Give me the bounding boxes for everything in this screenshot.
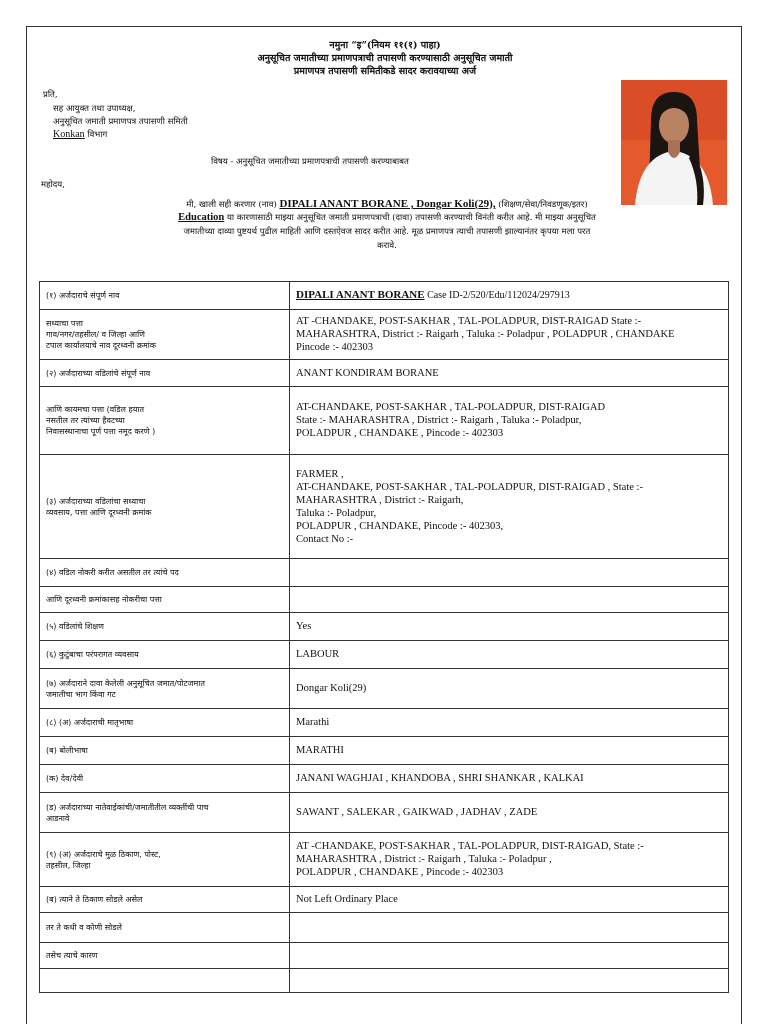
request-paragraph-line-4: करावे. bbox=[377, 241, 397, 251]
row-label: (७) अर्जदाराने दावा केलेली अनुसूचित जमात/पोटजमात जमातीचा भाग किंवा गट bbox=[40, 669, 290, 709]
applicant-name-caste: DIPALI ANANT BORANE , Dongar Koli(29), bbox=[279, 198, 496, 210]
row-label: (३) अर्जदाराच्या वडिलांचा सध्याचा व्यवसाय, पत्ता आणि दूरध्वनी क्रमांक bbox=[40, 455, 290, 559]
row-label: तर ते कधी व कोणी सोडले bbox=[40, 913, 290, 943]
row-label: आणि दूरध्वनी क्रमांकासह नोकरीचा पत्ता bbox=[40, 587, 290, 613]
row-label: (९) (अ) अर्जदाराचे मुळ ठिकाण, पोस्ट, तहसील, जिल्हा bbox=[40, 833, 290, 887]
row-value bbox=[290, 587, 729, 613]
case-id: Case ID-2/520/Edu/112024/297913 bbox=[424, 290, 570, 301]
address-vibhag: विभाग bbox=[87, 130, 108, 140]
row-label: तसेच त्याचे कारण bbox=[40, 943, 290, 969]
row-label: (५) वडिलांचे शिक्षण bbox=[40, 613, 290, 641]
request-paragraph-line-1 bbox=[137, 198, 637, 211]
table-row bbox=[40, 943, 729, 969]
row-label: (क) देव/देवी bbox=[40, 765, 290, 793]
subject-line: विषय - अनुसूचित जमातीच्या प्रमाणपत्राची तपासणी करण्याबाबत bbox=[211, 157, 409, 167]
address-region-line bbox=[53, 129, 107, 141]
table-row bbox=[40, 913, 729, 943]
applicant-photo bbox=[621, 80, 727, 205]
row-value: JANANI WAGHJAI , KHANDOBA , SHRI SHANKAR , KALKAI bbox=[290, 765, 729, 793]
application-form-page bbox=[26, 26, 742, 1024]
request-paragraph-line-2 bbox=[87, 212, 687, 224]
row-label: (६) कुटुंबाचा परंपरागत व्यवसाय bbox=[40, 641, 290, 669]
row-value: MARATHI bbox=[290, 737, 729, 765]
table-row bbox=[40, 833, 729, 887]
table-row bbox=[40, 559, 729, 587]
row-value: Not Left Ordinary Place bbox=[290, 887, 729, 913]
table-row bbox=[40, 310, 729, 360]
table-row bbox=[40, 282, 729, 310]
row-value bbox=[290, 943, 729, 969]
row-value: LABOUR bbox=[290, 641, 729, 669]
purpose-education: Education bbox=[178, 212, 225, 223]
form-title-line-2: अनुसूचित जमातीच्या प्रमाणपत्राची तपासणी करण्यासाठी अनुसूचित जमाती bbox=[257, 53, 513, 64]
row-value: ANANT KONDIRAM BORANE bbox=[290, 360, 729, 387]
table-row bbox=[40, 587, 729, 613]
table-row bbox=[40, 360, 729, 387]
row-label: (४) वडिल नोकरी करीत असतील तर त्यांचे पद bbox=[40, 559, 290, 587]
row-label: (ड) अर्जदाराच्या नातेवाईकांची/जमातीतील व्यक्तींची पाच आडनावे bbox=[40, 793, 290, 833]
row-value: Dongar Koli(29) bbox=[290, 669, 729, 709]
table-row bbox=[40, 887, 729, 913]
row-value: AT -CHANDAKE, POST-SAKHAR , TAL-POLADPUR, DIST-RAIGAD State :- MAHARASHTRA, District :- Raigarh , Taluka :- Poladpur , POLADPUR , CHANDAKE Pincode :- 402303 bbox=[290, 310, 729, 360]
salutation: महोदय, bbox=[41, 180, 65, 190]
table-row bbox=[40, 641, 729, 669]
body-suffix: (शिक्षण/सेवा/निवडणूक/इतर) bbox=[498, 200, 588, 210]
row-value: Marathi bbox=[290, 709, 729, 737]
row-label: (ब) त्याने ते ठिकाण सोडले असेल bbox=[40, 887, 290, 913]
body-text-1: या कारणासाठी माझ्या अनुसूचित जमाती प्रमाणपत्राची (दावा) तपासणी करण्याची विनंती करीत आहे. मी माझ्या अनुसूचित bbox=[226, 213, 596, 223]
row-value: AT-CHANDAKE, POST-SAKHAR , TAL-POLADPUR, DIST-RAIGAD State :- MAHARASHTRA , District :- Raigarh , Taluka :- Poladpur, POLADPUR , CHANDAKE , Pincode :- 402303 bbox=[290, 387, 729, 455]
request-paragraph-line-3: जमातीच्या दाव्या पुष्टयर्थ पुढील माहिती आणि दस्तऐवज सादर करीत आहे. मूळ प्रमाणपत्र त्याची तपासणी झाल्यानंतर कृपया मला परत bbox=[183, 227, 591, 237]
table-row bbox=[40, 455, 729, 559]
form-title-line-3: प्रमाणपत्र तपासणी समितीकडे सादर करावयाच्या अर्ज bbox=[293, 66, 477, 77]
row-label bbox=[40, 969, 290, 993]
row-value bbox=[290, 969, 729, 993]
row-value: FARMER , AT-CHANDAKE, POST-SAKHAR , TAL-POLADPUR, DIST-RAIGAD , State :- MAHARASHTRA , District :- Raigarh, Taluka :- Poladpur, POLADPUR , CHANDAKE, Pincode :- 402303, Contact No :- bbox=[290, 455, 729, 559]
table-row bbox=[40, 793, 729, 833]
row-value bbox=[290, 282, 729, 310]
table-row bbox=[40, 613, 729, 641]
row-value: AT -CHANDAKE, POST-SAKHAR , TAL-POLADPUR, DIST-RAIGAD, State :- MAHARASHTRA , District :- Raigarh , Taluka :- Poladpur , POLADPUR , CHANDAKE , Pincode :- 402303 bbox=[290, 833, 729, 887]
address-prati: प्रति, bbox=[43, 90, 58, 100]
body-prefix: मी, खाली सही करणार (नाव) bbox=[186, 200, 277, 210]
table-row bbox=[40, 669, 729, 709]
table-row bbox=[40, 737, 729, 765]
row-label: (८) (अ) अर्जदाराची मातृभाषा bbox=[40, 709, 290, 737]
row-value: SAWANT , SALEKAR , GAIKWAD , JADHAV , ZADE bbox=[290, 793, 729, 833]
row-value bbox=[290, 559, 729, 587]
row-value: Yes bbox=[290, 613, 729, 641]
table-row bbox=[40, 709, 729, 737]
row-label: सध्याचा पत्ता गाव/नगर/तहसील/ व जिल्हा आणि टपाल कार्यालयाचे नाव दूरध्वनी क्रमांक bbox=[40, 310, 290, 360]
applicant-details-table bbox=[39, 281, 729, 993]
table-row bbox=[40, 387, 729, 455]
row-label: (ब) बोलीभाषा bbox=[40, 737, 290, 765]
row-value bbox=[290, 913, 729, 943]
address-line-2: अनुसूचित जमाती प्रमाणपत्र तपासणी समिती bbox=[53, 117, 188, 127]
applicant-full-name: DIPALI ANANT BORANE bbox=[296, 289, 425, 301]
table-row bbox=[40, 765, 729, 793]
form-title-line-1: नमुना “इ”(नियम ११(१) पाहा) bbox=[329, 40, 441, 51]
row-label: (१) अर्जदाराचे संपूर्ण नाव bbox=[40, 282, 290, 310]
address-region: Konkan bbox=[53, 129, 85, 140]
row-label: (२) अर्जदाराच्या वडिलांचे संपूर्ण नाव bbox=[40, 360, 290, 387]
address-line-1: सह आयुक्त तथा उपाध्यक्ष, bbox=[53, 104, 136, 114]
table-row bbox=[40, 969, 729, 993]
row-label: आणि कायमचा पत्ता (वडिल हयात नसतील तर त्यांच्या हैवटच्या निवासस्थानाचा पूर्ण पत्ता नमूद करणे ) bbox=[40, 387, 290, 455]
